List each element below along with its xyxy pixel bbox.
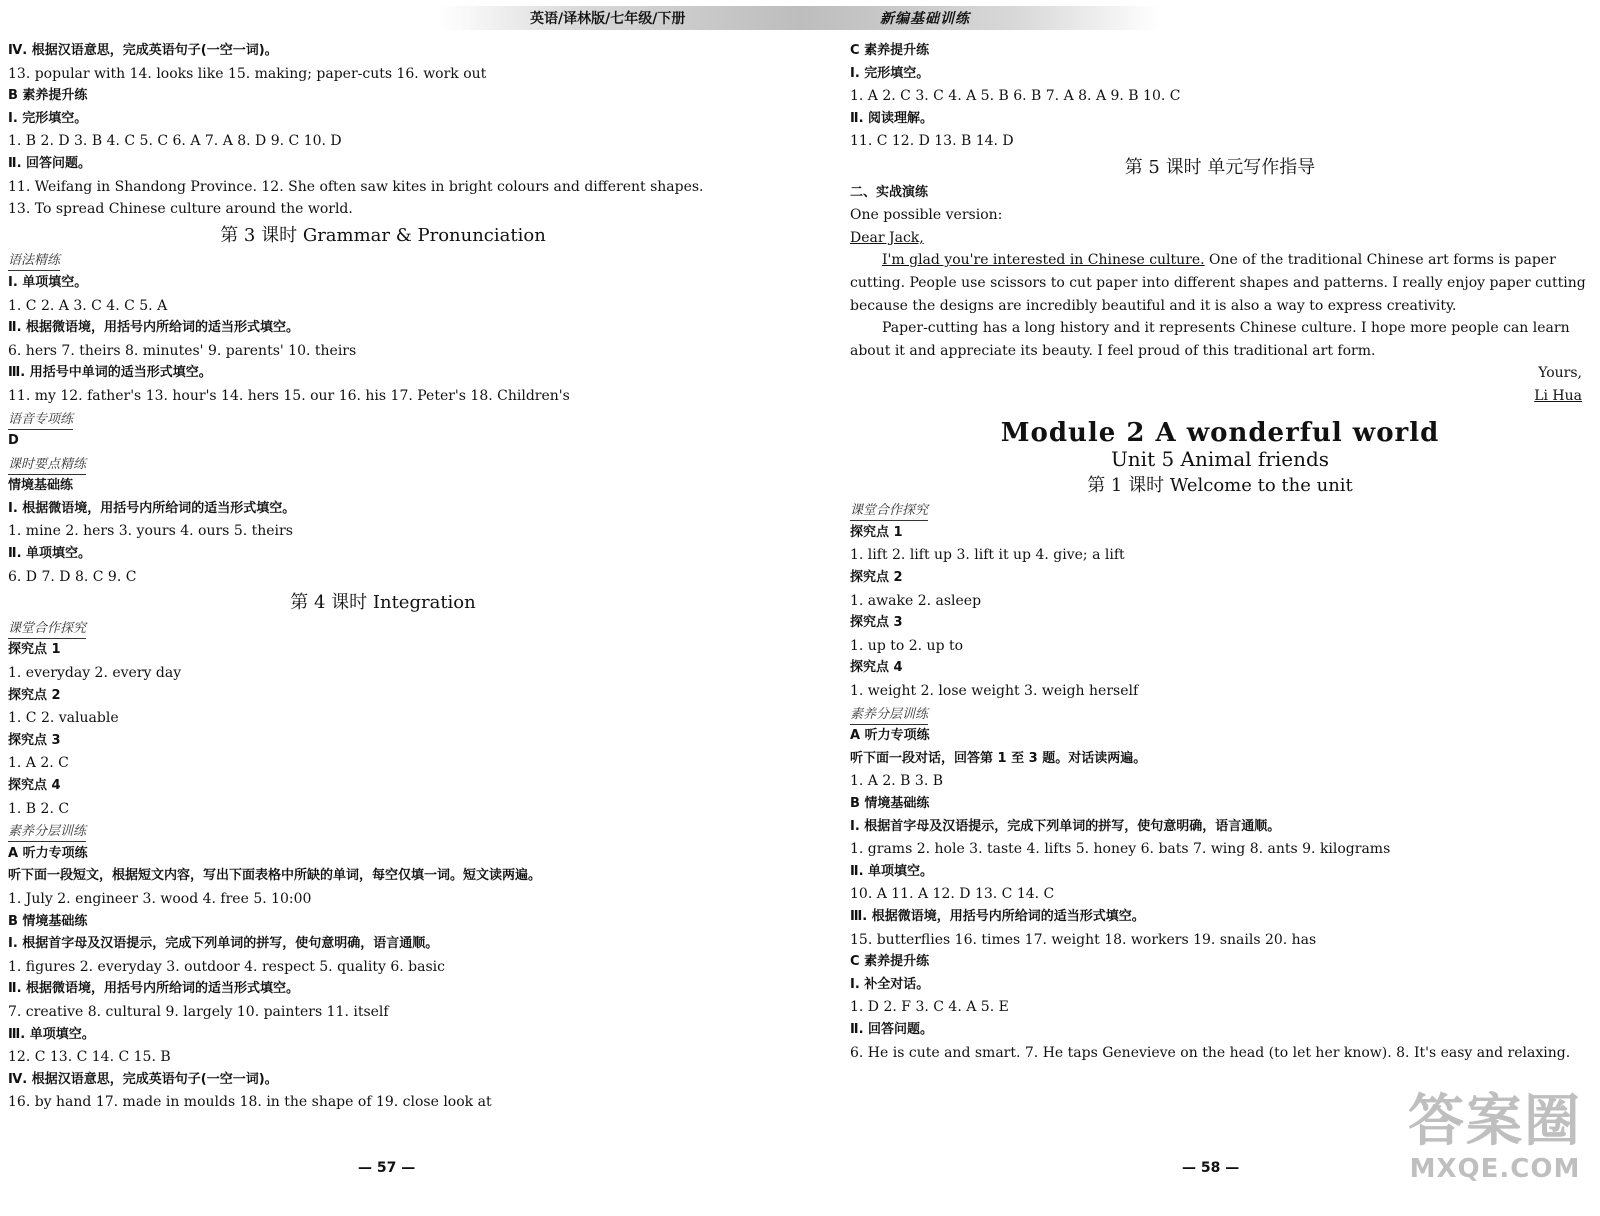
answer-line: 1. mine 2. hers 3. yours 4. ours 5. theirs — [8, 523, 293, 540]
answer-line: 11. C 12. D 13. B 14. D — [850, 133, 1014, 150]
answer-line: 7. creative 8. cultural 9. largely 10. painters 11. itself — [8, 1003, 389, 1020]
header-book-title: 英语/译林版/七年级/下册 — [530, 11, 686, 27]
answer-line: 13. To spread Chinese culture around the world. — [8, 201, 353, 218]
section-label: 语法精练 — [8, 252, 60, 271]
unit-title: Unit 5 Animal friends — [1110, 447, 1330, 472]
answer-line: 1. A 2. B 3. B — [850, 773, 944, 790]
bold-heading: B 素养提升练 — [8, 88, 88, 104]
bold-heading: B 情境基础练 — [850, 796, 930, 811]
section-label-row — [8, 453, 788, 476]
page-number-left: — 57 — — [358, 1160, 416, 1176]
answer-line: 1. everyday 2. every day — [8, 665, 182, 682]
bold-heading: Ⅰ. 完形填空。 — [850, 65, 930, 81]
bold-heading: 探究点 2 — [8, 687, 61, 703]
bold-heading: A 听力专项练 — [8, 845, 88, 861]
bold-heading: 听下面一段对话，回答第 1 至 3 题。对话读两遍。 — [850, 750, 1147, 766]
bold-heading: Ⅰ. 根据首字母及汉语提示，完成下列单词的拼写，使句意明确，语言通顺。 — [8, 936, 439, 952]
bold-heading: C 素养提升练 — [850, 954, 930, 970]
module-title: Module 2 A wonderful world — [1000, 417, 1440, 448]
bold-heading: Ⅱ. 根据微语境，用括号内所给词的适当形式填空。 — [8, 981, 300, 997]
answer-line: 10. A 11. A 12. D 13. C 14. C — [850, 886, 1055, 903]
bold-heading: 探究点 1 — [8, 642, 61, 658]
section-label-row — [850, 703, 1590, 726]
bold-heading: Ⅰ. 完形填空。 — [8, 110, 88, 126]
answer-line: 1. figures 2. everyday 3. outdoor 4. respect 5. quality 6. basic — [8, 958, 445, 975]
bold-heading: 探究点 1 — [850, 524, 903, 540]
section-label: 素养分层训练 — [850, 706, 928, 725]
right-page-column — [850, 40, 1590, 1064]
bold-heading: 二、实战演练 — [850, 184, 929, 200]
bold-heading: Ⅲ. 用括号中单词的适当形式填空。 — [8, 365, 212, 381]
letter-paragraph-1-body: One of the traditional Chinese art forms is paper cutting. People use scissors to cut paper into different shapes and patterns. I really enjoy paper cutting because the designs are incredibly beautiful and it is also a way to express creativity. — [850, 252, 1586, 314]
bold-heading: Ⅲ. 单项填空。 — [8, 1026, 95, 1042]
section-label-row — [8, 820, 788, 843]
section-label: 素养分层训练 — [8, 823, 86, 842]
bold-heading: 探究点 4 — [8, 778, 61, 793]
bold-heading: 情境基础练 — [8, 478, 74, 494]
answer-line: 1. weight 2. lose weight 3. weigh herself — [850, 683, 1139, 700]
letter-signature: Li Hua — [1534, 387, 1582, 404]
section-label-row — [8, 408, 788, 431]
bold-heading: Ⅰ. 根据首字母及汉语提示，完成下列单词的拼写，使句意明确，语言通顺。 — [850, 818, 1281, 834]
letter-closing: Yours, — [1538, 365, 1582, 382]
answer-line: 1. C 2. valuable — [8, 710, 119, 727]
bold-heading: 听下面一段短文，根据短文内容，写出下面表格中所缺的单词，每空仅填一词。短文读两遍。 — [8, 868, 542, 884]
bold-heading: Ⅲ. 根据微语境，用括号内所给词的适当形式填空。 — [850, 908, 1145, 924]
section-label: 课堂合作探究 — [8, 620, 86, 639]
answer-line: 11. Weifang in Shandong Province. 12. She often saw kites in bright colours and different shapes. — [8, 178, 704, 195]
answer-line: 1. awake 2. asleep — [850, 592, 982, 609]
bold-heading: B 情境基础练 — [8, 913, 88, 929]
letter-paragraph-1 — [850, 249, 1590, 317]
header-series-title: 新编基础训练 — [880, 11, 970, 27]
bold-heading: A 听力专项练 — [850, 728, 930, 744]
answer-line: 1. C 2. A 3. C 4. C 5. A — [8, 297, 168, 314]
answer-line: 1. up to 2. up to — [850, 637, 964, 654]
answer-line: 13. popular with 14. looks like 15. making; paper-cuts 16. work out — [8, 65, 487, 82]
watermark-text: 答案圈 — [1408, 1089, 1582, 1154]
bold-heading: Ⅰ. 单项填空。 — [8, 274, 88, 290]
section-label: 语音专项练 — [8, 411, 73, 430]
answer-line: 11. my 12. father's 13. hour's 14. hers 15. our 16. his 17. Peter's 18. Children's — [8, 387, 570, 404]
page-header — [0, 0, 1600, 34]
answer-line: 1. grams 2. hole 3. taste 4. lifts 5. honey 6. bats 7. wing 8. ants 9. kilograms — [850, 841, 1391, 858]
lesson-title: 第 1 课时 Welcome to the unit — [1087, 474, 1353, 496]
bold-heading: D — [8, 433, 19, 449]
watermark-url: MXQE.COM — [1409, 1154, 1581, 1184]
watermark-logo — [1400, 1090, 1590, 1200]
section-label: 课堂合作探究 — [850, 502, 928, 521]
section-label-row — [850, 499, 1590, 522]
bold-heading: 探究点 4 — [850, 660, 903, 676]
answer-line: 1. lift 2. lift up 3. lift it up 4. give; a lift — [850, 547, 1125, 564]
section-label-row — [8, 249, 788, 272]
answer-line: 1. A 2. C — [8, 755, 69, 772]
bold-heading: Ⅰ. 根据微语境，用括号内所给词的适当形式填空。 — [8, 500, 296, 516]
bold-heading: 探究点 3 — [850, 615, 903, 631]
bold-heading: 探究点 3 — [8, 732, 61, 748]
bold-heading: Ⅰ. 补全对话。 — [850, 976, 930, 992]
bold-heading: Ⅱ. 根据微语境，用括号内所给词的适当形式填空。 — [8, 320, 300, 336]
bold-heading: C 素养提升练 — [850, 43, 930, 58]
lesson-title: 第 4 课时 Integration — [290, 592, 476, 614]
section-label-row — [8, 617, 788, 640]
page-number-right: — 58 — — [1182, 1160, 1240, 1176]
answer-line: 1. July 2. engineer 3. wood 4. free 5. 10:00 — [8, 890, 312, 907]
bold-heading: Ⅳ. 根据汉语意思，完成英语句子(一空一词)。 — [8, 1071, 278, 1087]
answer-line: 1. A 2. C 3. C 4. A 5. B 6. B 7. A 8. A 9. B 10. C — [850, 88, 1181, 105]
answer-line: One possible version: — [850, 207, 1003, 224]
bold-heading: Ⅱ. 阅读理解。 — [850, 110, 934, 126]
answer-line: 16. by hand 17. made in moulds 18. in the shape of 19. close look at — [8, 1094, 492, 1111]
answer-line: 1. B 2. C — [8, 800, 70, 817]
lesson-title: 第 5 课时 单元写作指导 — [1124, 156, 1316, 178]
bold-heading: 探究点 2 — [850, 570, 903, 586]
answer-line: 6. hers 7. theirs 8. minutes' 9. parents' 10. theirs — [8, 342, 357, 359]
answer-line: 15. butterflies 16. times 17. weight 18. workers 19. snails 20. has — [850, 931, 1317, 948]
bold-heading: Ⅱ. 回答问题。 — [850, 1021, 934, 1037]
lesson-title: 第 3 课时 Grammar & Pronunciation — [220, 224, 546, 246]
letter-paragraph-2: Paper-cutting has a long history and it represents Chinese culture. I hope more people can learn about it and appreciate its beauty. I feel proud of this traditional art form. — [850, 320, 1570, 359]
letter-opening-sentence: I'm glad you're interested in Chinese culture. — [882, 252, 1205, 269]
bold-heading: Ⅱ. 单项填空。 — [850, 863, 934, 879]
answer-line: 1. B 2. D 3. B 4. C 5. C 6. A 7. A 8. D 9. C 10. D — [8, 133, 342, 150]
answer-line: 6. D 7. D 8. C 9. C — [8, 568, 137, 585]
bold-heading: Ⅱ. 单项填空。 — [8, 546, 92, 562]
answer-line: 6. He is cute and smart. 7. He taps Genevieve on the head (to let her know). 8. It's easy and relaxing. — [850, 1044, 1571, 1061]
bold-heading: Ⅱ. 回答问题。 — [8, 155, 92, 171]
answer-line: 12. C 13. C 14. C 15. B — [8, 1049, 171, 1066]
left-page-column — [8, 40, 788, 1114]
section-label: 课时要点精练 — [8, 456, 86, 475]
bold-heading: Ⅳ. 根据汉语意思，完成英语句子(一空一词)。 — [8, 43, 278, 58]
answer-line: 1. D 2. F 3. C 4. A 5. E — [850, 999, 1009, 1016]
letter-greeting: Dear Jack, — [850, 229, 924, 246]
